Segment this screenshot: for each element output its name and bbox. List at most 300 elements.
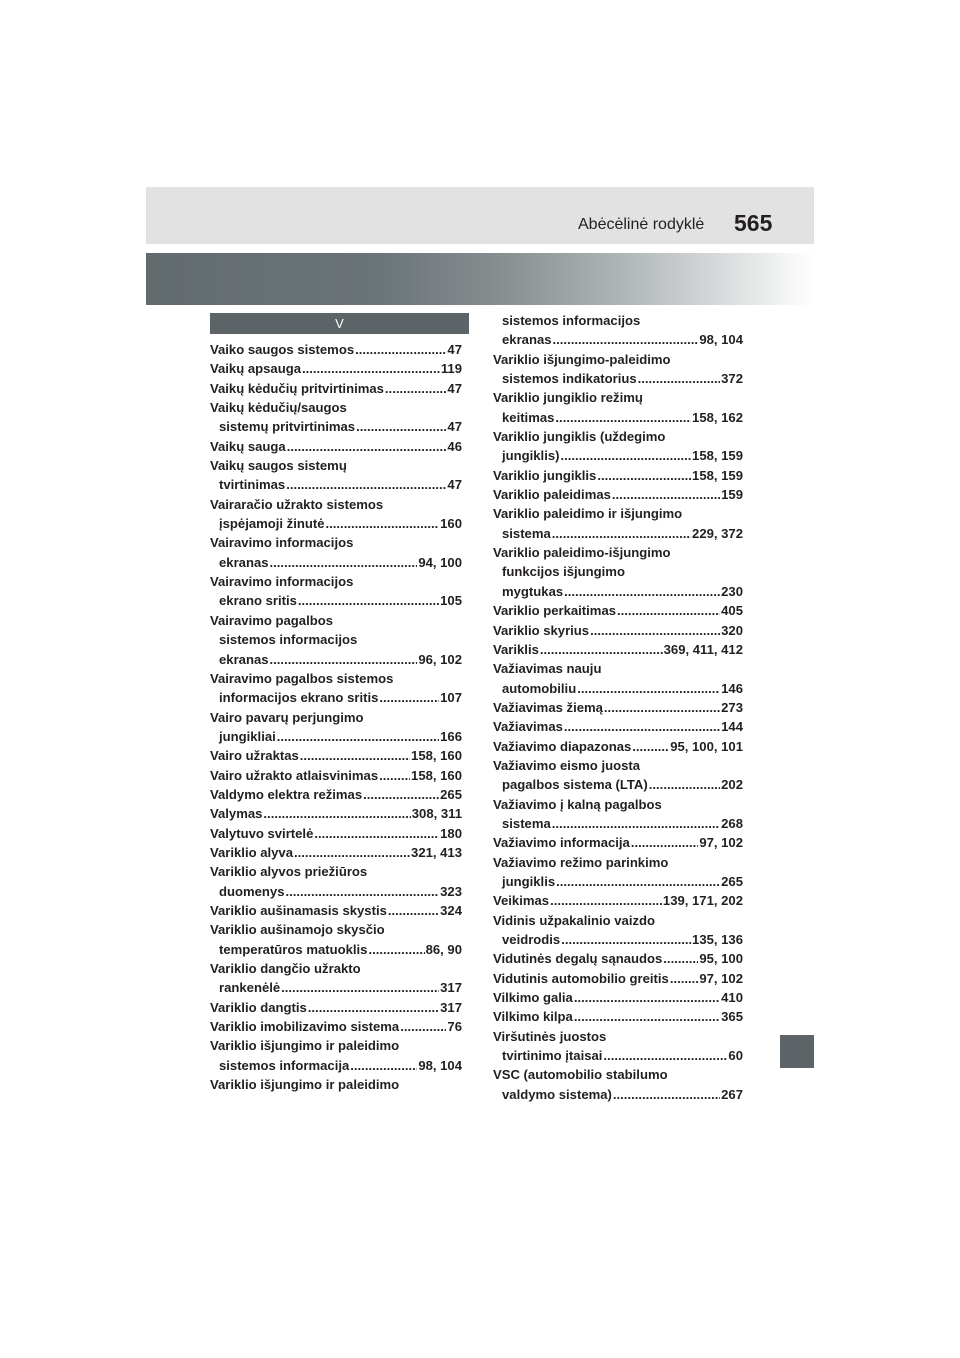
page-reference: 46 [447,438,462,454]
index-entry [210,804,462,823]
page-reference: 105 [440,593,462,609]
dot-leader [553,330,699,349]
dot-leader [613,1085,720,1104]
index-entry-line [210,978,462,997]
dot-leader [560,446,691,465]
index-entry [493,1007,743,1026]
index-entry-line [210,727,462,746]
page-reference: 317 [440,999,462,1015]
index-entry [493,504,743,543]
index-term: valdymo sistema) [502,1086,612,1102]
index-entry [493,1065,743,1104]
index-entry-line [210,862,462,881]
index-term: Variklio jungiklis [493,467,597,483]
index-entry [493,737,743,756]
index-entry-line [493,1065,743,1084]
index-term: Variklio paleidimo-išjungimo [493,545,671,561]
page-reference: 146 [721,680,743,696]
index-entry-line [210,785,462,804]
index-term: Vidinis užpakalinio vaizdo [493,912,656,928]
dot-leader [379,688,439,707]
index-term: ekrano sritis [219,593,297,609]
page-reference: 139, 171, 202 [662,893,743,909]
page-reference: 144 [721,719,743,735]
header-band [146,187,814,244]
index-term: ekranas [219,554,269,570]
index-entry-line [493,853,743,872]
index-term: Vidutinis automobilio greitis [493,970,669,986]
dot-leader [555,408,691,427]
index-entry-line [210,495,462,514]
page-reference: 47 [447,380,462,396]
dot-leader [388,901,439,920]
section-title: Abėcėlinė rodyklė [578,216,705,233]
page-reference: 180 [440,825,462,841]
index-term: funkcijos išjungimo [502,564,625,580]
index-entry [210,708,462,747]
index-entry-line [210,669,462,688]
index-term: keitimas [502,409,555,425]
dot-leader [363,785,439,804]
index-term: Variklis [493,641,539,657]
index-entry-line [210,417,462,436]
dot-leader [638,369,721,388]
dot-leader [308,998,439,1017]
index-entry [493,659,743,698]
index-entry [493,969,743,988]
index-entry [493,795,743,834]
index-entry [493,601,743,620]
index-entry-line [210,650,462,669]
index-entry [210,746,462,765]
index-term: Vaikų saugos sistemų [210,458,347,474]
index-term: Vairavimo informacijos [210,574,354,590]
index-entry [210,533,462,572]
index-term: Veikimas [493,893,550,909]
index-entry [493,853,743,892]
index-entry-line [493,543,743,562]
index-term: Vaikų sauga [210,438,286,454]
page-reference: 405 [721,603,743,619]
dot-leader [368,940,424,959]
dot-leader [355,340,446,359]
page-reference: 60 [728,1048,743,1064]
index-entry [493,640,743,659]
index-entry [493,466,743,485]
page-reference: 268 [721,815,743,831]
dot-leader [263,804,410,823]
dot-leader [552,814,720,833]
page-reference: 158, 160 [411,767,462,783]
index-term: Variklio imobilizavimo sistema [210,1019,400,1035]
page-reference: 321, 413 [411,844,462,860]
index-term: sistemos indikatorius [502,371,637,387]
index-term: Vairo pavarų perjungimo [210,709,364,725]
index-term: Valymas [210,806,263,822]
index-entry [493,427,743,466]
dot-leader [281,978,439,997]
dot-leader [350,1056,417,1075]
index-entry-line [493,582,743,601]
index-entry [210,824,462,843]
index-entry [493,621,743,640]
page-reference: 158, 159 [692,448,743,464]
page-reference: 160 [440,516,462,532]
index-term: Vairo užraktas [210,748,299,764]
index-term: sistema [502,525,551,541]
index-entry-line [493,1046,743,1065]
index-term: įspėjamoji žinutė [219,516,325,532]
index-entry-line [493,988,743,1007]
dot-leader [270,553,418,572]
page-reference: 98, 104 [418,1057,462,1073]
index-entry [210,398,462,437]
index-entry [493,1027,743,1066]
index-entry [210,1017,462,1036]
dot-leader [385,379,447,398]
index-entry-line [210,824,462,843]
index-entry-line [210,920,462,939]
index-term: Važiavimo į kalną pagalbos [493,796,662,812]
page-reference: 47 [447,477,462,493]
index-entry [493,350,743,389]
index-entry-line [493,427,743,446]
page-reference: 308, 311 [411,806,462,822]
index-entry-line [493,891,743,910]
index-entry-line [210,359,462,378]
index-entry-line [210,572,462,591]
index-term: sistemų pritvirtinimas [219,419,356,435]
index-entry-line [493,775,743,794]
dot-leader [286,475,446,494]
index-entry-line [493,872,743,891]
index-entry-line [210,1036,462,1055]
dot-leader [663,949,698,968]
index-term: rankenėlė [219,980,281,996]
page-reference: 229, 372 [692,525,743,541]
index-letter-header: V [210,313,469,334]
index-entry-line [210,437,462,456]
index-column-left [210,340,462,1094]
index-entry-line [210,456,462,475]
index-entry [210,379,462,398]
index-entry [493,756,743,795]
chapter-tab-marker [780,1035,814,1068]
dot-leader [379,766,410,785]
index-term: Variklio jungiklis (uždegimo [493,429,666,445]
page-reference: 97, 102 [699,835,743,851]
index-term: Vilkimo galia [493,990,573,1006]
index-entry [493,891,743,910]
index-entry-line [493,756,743,775]
index-entry-line [210,901,462,920]
index-term: Važiavimo režimo parinkimo [493,854,669,870]
index-term: Viršutinės juostos [493,1028,607,1044]
index-term: Variklio išjungimo ir paleidimo [210,1038,400,1054]
index-entry-line [493,524,743,543]
index-entry-line [493,911,743,930]
index-entry [493,388,743,427]
page-reference: 166 [440,728,462,744]
index-entry [210,959,462,998]
index-entry-line [493,1085,743,1104]
index-term: Variklio jungiklio režimų [493,390,643,406]
index-term: Variklio alyva [210,844,293,860]
index-entry-line [493,388,743,407]
index-entry-line [210,1056,462,1075]
page-reference: 267 [721,1086,743,1102]
index-term: ekranas [219,651,269,667]
index-entry-line [210,959,462,978]
index-entry-line [493,504,743,523]
index-term: Važiavimas [493,719,563,735]
index-term: tvirtinimas [219,477,286,493]
index-entry-line [493,949,743,968]
index-term: sistemos informacija [219,1057,350,1073]
page-reference: 323 [440,883,462,899]
index-column-right [493,311,743,1104]
index-entry-line [493,814,743,833]
page-reference: 76 [447,1019,462,1035]
index-entry-line [493,446,743,465]
index-entry-line [210,630,462,649]
index-term: Vairaračio užrakto sistemos [210,496,384,512]
index-term: Variklio dangčio užrakto [210,961,361,976]
index-term: Variklio paleidimas [493,487,611,503]
index-entry [210,359,462,378]
index-entry-line [493,621,743,640]
index-term: veidrodis [502,932,561,947]
page-reference: 158, 159 [692,467,743,483]
index-entry [493,698,743,717]
index-entry-line [493,1027,743,1046]
index-term: Variklio aušinamojo skysčio [210,922,385,938]
index-term: Valdymo elektra režimas [210,786,363,802]
dot-leader [556,872,720,891]
dot-leader [564,717,720,736]
dot-leader [298,591,439,610]
dot-leader [577,679,720,698]
dot-leader [285,882,439,901]
dot-leader [597,466,691,485]
index-entry-line [493,485,743,504]
index-term: informacijos ekrano sritis [219,690,379,706]
index-term: sistemos informacijos [219,632,358,648]
index-entry-line [493,679,743,698]
page-reference: 372 [721,371,743,387]
page-reference: 97, 102 [699,970,743,986]
index-term: sistemos informacijos [502,313,641,328]
index-term: jungiklis) [502,448,560,464]
index-term: Vilkimo kilpa [493,1009,573,1025]
index-entry [493,485,743,504]
dot-leader [300,746,410,765]
index-term: temperatūros matuoklis [219,941,368,957]
index-entry-line [210,843,462,862]
page-reference: 202 [721,777,743,793]
index-entry-line [210,475,462,494]
index-term: Variklio perkaitimas [493,603,617,619]
index-entry-line [210,998,462,1017]
index-entry-line [210,553,462,572]
index-term: mygtukas [502,583,564,599]
index-term: Variklio alyvos priežiūros [210,864,368,880]
index-entry-line [493,717,743,736]
dot-leader [564,582,720,601]
index-entry-line [210,940,462,959]
index-entry-line [493,969,743,988]
dot-leader [574,988,720,1007]
index-term: Valytuvo svirtelė [210,825,314,841]
index-entry-line [493,466,743,485]
index-term: Variklio išjungimo ir paleidimo [210,1077,400,1093]
index-term: pagalbos sistema (LTA) [502,777,648,793]
page-reference: 317 [440,980,462,996]
page-reference: 47 [447,342,462,357]
index-term: duomenys [219,883,285,899]
index-term: Vidutinės degalų sąnaudos [493,951,663,967]
decorative-gradient-band [146,253,814,305]
index-term: Variklio paleidimo ir išjungimo [493,506,683,522]
dot-leader [287,437,447,456]
index-entry-line [493,601,743,620]
page-reference: 95, 100, 101 [670,738,743,754]
index-entry-line [493,930,743,949]
index-entry-line [493,698,743,717]
index-entry-line [493,350,743,369]
index-entry-line [210,379,462,398]
page-reference: 119 [440,361,462,377]
index-term: Važiavimas žiemą [493,699,603,715]
index-term: VSC (automobilio stabilumo [493,1067,668,1083]
page-reference: 410 [721,990,743,1006]
page-reference: 86, 90 [425,941,462,957]
index-entry [210,766,462,785]
index-term: Vairavimo informacijos [210,535,354,551]
index-entry [210,669,462,708]
dot-leader [326,514,440,533]
index-entry-line [210,533,462,552]
index-entry [210,785,462,804]
index-term: Variklio išjungimo-paleidimo [493,351,671,367]
index-entry [210,862,462,901]
page-reference: 273 [721,699,743,715]
index-entry [493,543,743,601]
dot-leader [294,843,410,862]
index-entry [210,1036,462,1075]
index-term: automobiliu [502,680,577,696]
index-entry [493,833,743,852]
index-entry-line [210,708,462,727]
page-reference: 135, 136 [692,932,743,947]
page-reference: 94, 100 [418,554,462,570]
index-entry-line [210,340,462,359]
index-entry [210,572,462,611]
page-reference: 158, 160 [411,748,462,764]
dot-leader [604,698,720,717]
index-entry [210,1075,462,1094]
index-term: Važiavimo informacija [493,835,630,851]
dot-leader [670,969,699,988]
index-term: ekranas [502,332,552,348]
dot-leader [552,524,691,543]
dot-leader [590,621,720,640]
index-entry [210,340,462,359]
page-reference: 158, 162 [692,409,743,425]
index-term: Vairavimo pagalbos [210,612,333,628]
index-entry-line [210,766,462,785]
dot-leader [277,727,439,746]
page-reference: 95, 100 [699,951,743,967]
dot-leader [302,359,440,378]
index-term: Vaikų kėdučių/saugos [210,400,347,416]
dot-leader [649,775,720,794]
index-entry-line [493,640,743,659]
page-reference: 159 [721,487,743,503]
page-reference: 320 [721,622,743,638]
dot-leader [550,891,662,910]
index-entry [493,911,743,950]
page-reference: 365 [721,1009,743,1025]
index-entry-line [210,514,462,533]
index-term: sistema [502,815,551,831]
dot-leader [617,601,720,620]
index-entry-line [210,746,462,765]
index-term: Vairavimo pagalbos sistemos [210,670,394,686]
index-term: Vaiko saugos sistemos [210,342,355,357]
page-reference: 324 [440,902,462,918]
dot-leader [603,1046,727,1065]
index-entry-line [493,1007,743,1026]
page-reference: 47 [447,419,462,435]
dot-leader [540,640,663,659]
index-term: Variklio dangtis [210,999,307,1015]
index-entry-line [210,591,462,610]
index-term: jungikliai [219,728,276,744]
index-entry-line [210,1075,462,1094]
index-entry [493,311,743,350]
index-entry-line [210,804,462,823]
index-entry [493,717,743,736]
index-entry-line [493,330,743,349]
page-number: 565 [734,210,773,236]
index-entry-line [210,1017,462,1036]
index-entry [210,495,462,534]
index-entry-line [493,659,743,678]
index-entry-line [493,311,743,330]
page-reference: 230 [721,583,743,599]
index-entry [493,949,743,968]
index-term: tvirtinimo įtaisai [502,1048,603,1064]
index-entry-line [493,833,743,852]
dot-leader [314,824,439,843]
index-term: Važiavimas nauju [493,661,602,677]
index-term: Vaikų apsauga [210,361,301,377]
index-entry-line [210,398,462,417]
page-reference: 265 [721,873,743,889]
page-reference: 265 [440,786,462,802]
index-entry [210,998,462,1017]
index-entry-line [493,369,743,388]
page-reference: 98, 104 [699,332,743,348]
index-entry-line [493,562,743,581]
index-term: jungiklis [502,873,556,889]
index-entry [210,901,462,920]
index-entry-line [210,611,462,630]
index-term: Važiavimo diapazonas [493,738,632,754]
index-entry [210,920,462,959]
dot-leader [400,1017,446,1036]
